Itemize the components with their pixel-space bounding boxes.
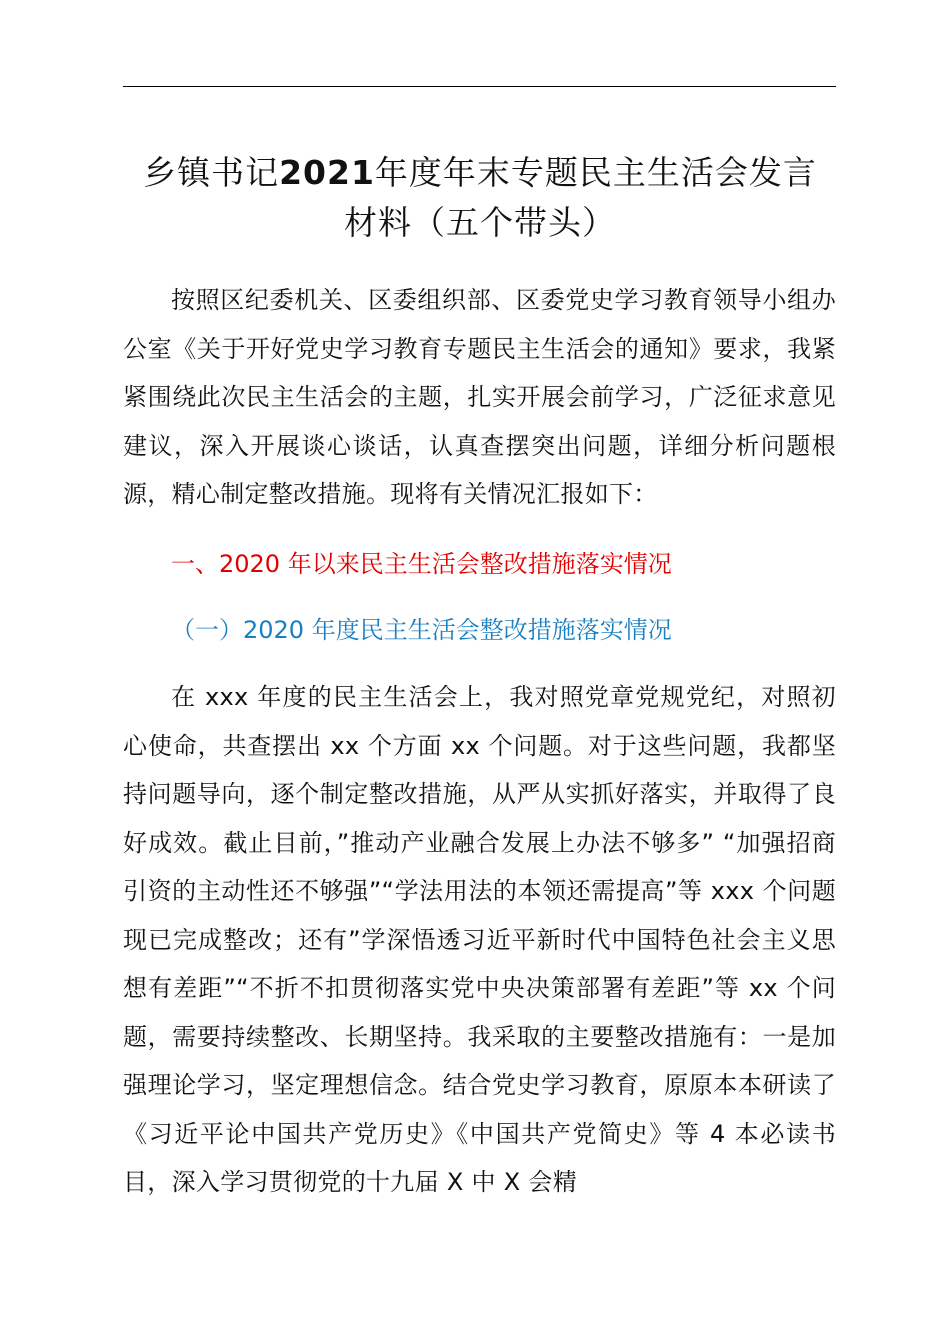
title-prefix: 乡镇书记: [143, 153, 280, 192]
body-paragraph: 在 xxx 年度的民主生活会上，我对照党章党规党纪，对照初心使命，共查摆出 xx 个方面 xx 个问题。对于这些问题，我都坚持问题导向，逐个制定整改措施，从严从实抓好落实，并取得了良好成效。截止目前，”推动产业融合发展上办法不够多” “加强招商引资的主动性还不够强”“学法用法的本领还需提高”等 xxx 个问题现已完成整改；还有”学深悟透习近平新时代中国特色社会主义思想有差距”“不折不扣贯彻落实党中央决策部署有差距”等 xx 个问题，需要持续整改、长期坚持。我采取的主要整改措施有：一是加强理论学习，坚定理想信念。结合党史学习教育，原原本本研读了《习近平论中国共产党历史》《中国共产党简史》等 4 本必读书目，深入学习贯彻党的十九届 X 中 X 会精: [123, 683, 837, 1196]
section-heading-1: 一、2020 年以来民主生活会整改措施落实情况: [171, 550, 672, 578]
intro-paragraph: 按照区纪委机关、区委组织部、区委党史学习教育领导小组办公室《关于开好党史学习教育专题民主生活会的通知》要求，我紧紧围绕此次民主生活会的主题，扎实开展会前学习，广泛征求意见建议，深入开展谈心谈话，认真查摆突出问题，详细分析问题根源，精心制定整改措施。现将有关情况汇报如下：: [123, 286, 836, 508]
intro-section: [123, 276, 836, 519]
header-rule: [123, 86, 836, 87]
title-line-1: [110, 148, 850, 198]
title-suffix: 年度年末专题民主生活会发言: [374, 153, 817, 192]
document-title: [110, 148, 850, 248]
title-year: 2021: [279, 153, 375, 192]
body-section: [123, 673, 836, 1207]
title-line-2: 材料（五个带头）: [344, 203, 616, 242]
subsection-heading-1: （一）2020 年度民主生活会整改措施落实情况: [171, 616, 672, 644]
